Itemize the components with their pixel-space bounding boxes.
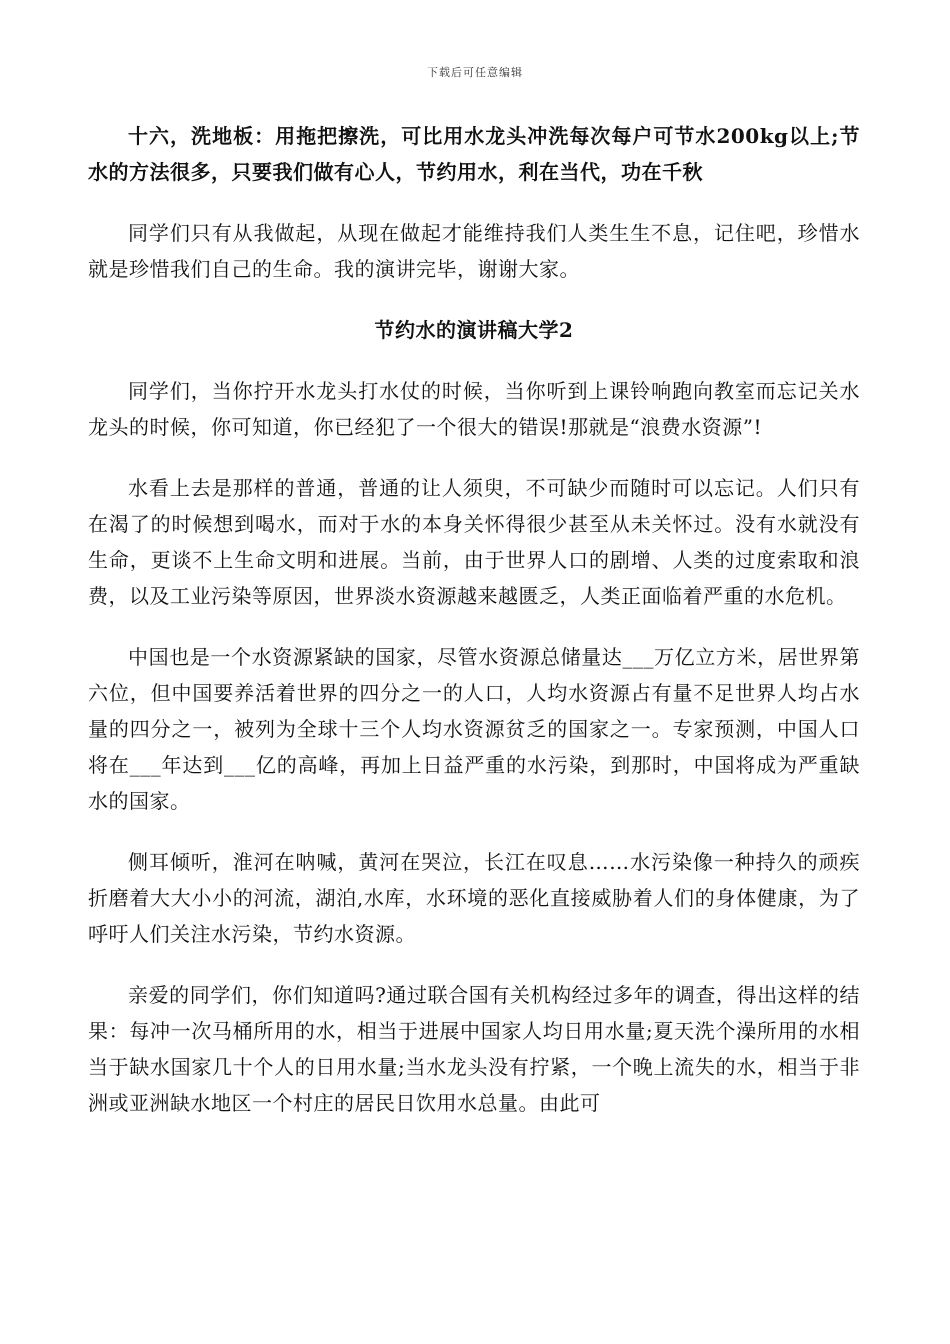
paragraph-speech-closing: 同学们只有从我做起，从现在做起才能维持我们人类生生不息，记住吧，珍惜水就是珍惜我们自己的生命。我的演讲完毕，谢谢大家。	[88, 221, 860, 281]
paragraph-water-saving-tip: 十六，洗地板：用拖把擦洗，可比用水龙头冲洗每次每户可节水200kg以上;节水的方法很多，只要我们做有心人，节约用水，利在当代，功在千秋	[88, 124, 860, 184]
paragraph-pollution: 侧耳倾听，淮河在呐喊，黄河在哭泣，长江在叹息……水污染像一种持久的顽疾折磨着大大小小的河流，湖泊,水库，水环境的恶化直接威胁着人们的身体健康，为了呼吁人们关注水污染，节约水资源。	[88, 850, 860, 946]
paragraph-china-water: 中国也是一个水资源紧缺的国家，尽管水资源总储量达___万亿立方米，居世界第六位，但中国要养活着世界的四分之一的人口，人均水资源占有量不足世界人均占水量的四分之一，被列为全球十三个人均水资源贫乏的国家之一。专家预测，中国人口将在___年达到___亿的高峰，再加上日益严重的水污染，到那时，中国将成为严重缺水的国家。	[88, 645, 860, 813]
paragraph-intro: 同学们，当你拧开水龙头打水仗的时候，当你听到上课铃响跑向教室而忘记关水龙头的时候，你可知道，你已经犯了一个很大的错误!那就是“浪费水资源”!	[88, 379, 860, 439]
document-body	[88, 118, 860, 1146]
header-note: 下载后可任意编辑	[427, 66, 523, 79]
paragraph-water-importance: 水看上去是那样的普通，普通的让人须臾，不可缺少而随时可以忘记。人们只有在渴了的时候想到喝水，而对于水的本身关怀得很少甚至从未关怀过。没有水就没有生命，更谈不上生命文明和进展。当前，由于世界人口的剧增、人类的过度索取和浪费，以及工业污染等原因，世界淡水资源越来越匮乏，人类正面临着严重的水危机。	[88, 476, 860, 608]
paragraph-un-survey: 亲爱的同学们，你们知道吗?通过联合国有关机构经过多年的调查，得出这样的结果：每冲一次马桶所用的水，相当于进展中国家人均日用水量;夏天洗个澡所用的水相当于缺水国家几十个人的日用水量;当水龙头没有拧紧，一个晚上流失的水，相当于非洲或亚洲缺水地区一个村庄的居民日饮用水总量。由此可	[88, 983, 860, 1115]
section-title: 节约水的演讲稿大学2	[374, 318, 574, 342]
